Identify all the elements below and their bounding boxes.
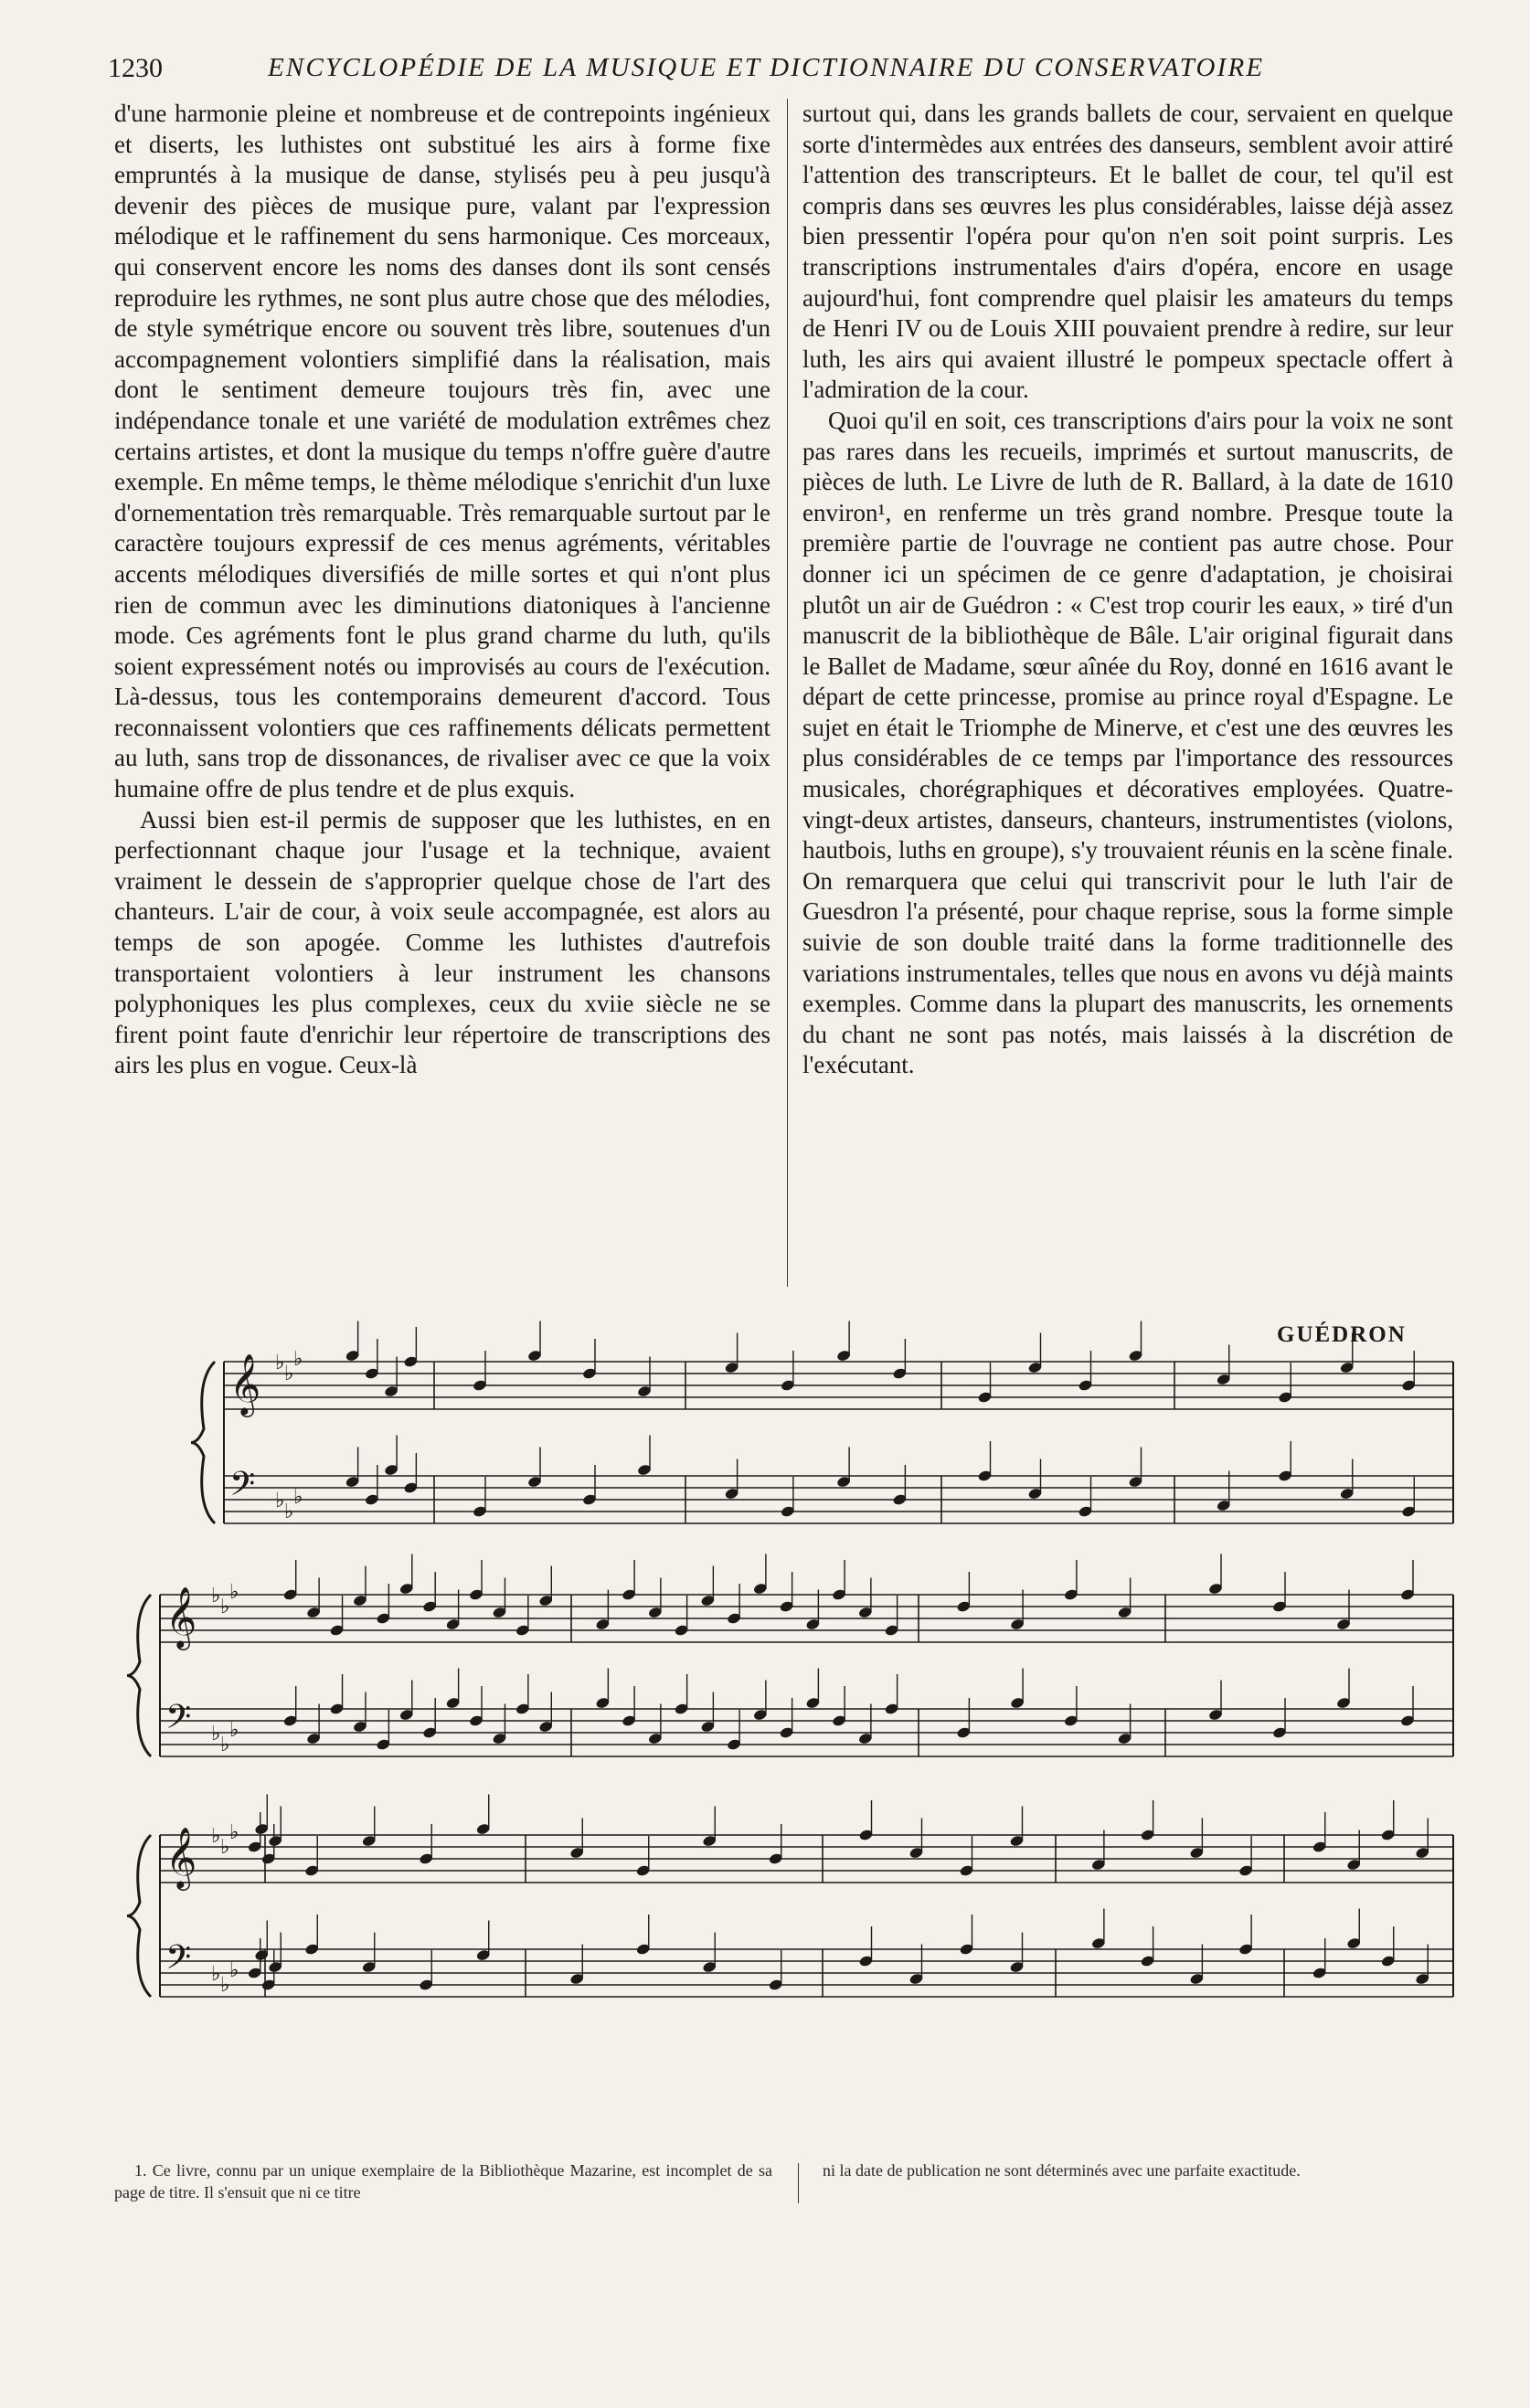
flat-icon: ♭: [211, 1585, 221, 1607]
footnote-1: 1. Ce livre, connu par un unique exemplaire de la Bibliothèque Mazarine, est incomplet de sa page de titre. Il s'ensuit que ni ce titre: [114, 2161, 772, 2201]
treble-clef-icon: 𝄞: [165, 1826, 197, 1888]
flat-icon: ♭: [220, 1596, 230, 1618]
composer-label: GUÉDRON: [1277, 1322, 1407, 1347]
flat-icon: ♭: [211, 1963, 221, 1986]
bass-clef-icon: 𝄢: [165, 1938, 192, 1985]
score-system: [191, 1321, 1453, 1524]
flat-icon: ♭: [229, 1719, 239, 1742]
paragraph: surtout qui, dans les grands ballets de cour, servaient en quelque sorte d'intermèdes aux entrées des danseurs, semblent avoir attiré l'attention des transcripteurs. Et le ballet de cour, tel qu'il est compris dans ses œuvres les plus considérables, laisse déjà assez bien pressentir l'opéra pour qu'on n'en soit point surpris. Les transcriptions instrumentales d'airs d'opéra, encore en usage aujourd'hui, font comprendre quel plaisir les amateurs du temps de Henri IV ou de Louis XIII pouvaient prendre à redire, sur leur luth, les airs qui avaient illustré le pompeux spectacle offert à l'admiration de la cour.: [802, 100, 1453, 404]
flat-icon: ♭: [275, 1490, 285, 1512]
brace: [127, 1835, 151, 1997]
flat-icon: ♭: [220, 1974, 230, 1997]
bass-clef-icon: 𝄢: [165, 1698, 192, 1745]
paragraph: Aussi bien est-il permis de supposer que les luthistes, en en perfectionnant chaque jour l'usage et la technique, avaient vraiment le dessein de s'approprier quelque chose de l'art des chanteurs. L'air de cour, à voix seule accompagnée, est alors au temps de son apogée. Comme les luthistes d'autrefois transportaient volontiers à leur instrument les chansons polyphoniques les plus complexes, ceux du xviie siècle ne se firent point faute d'enrichir leur répertoire de transcriptions des airs les plus en vogue. Ceux-là: [114, 805, 770, 1079]
flat-icon: ♭: [229, 1959, 239, 1982]
flat-icon: ♭: [284, 1501, 294, 1523]
footnote-1-continued: ni la date de publication ne sont déterminés avec une parfaite exactitude.: [823, 2161, 1301, 2180]
score-system: [127, 1795, 1453, 1998]
brace: [191, 1362, 215, 1523]
score-system: [127, 1554, 1453, 1757]
paragraph: d'une harmonie pleine et nombreuse et de contrepoints ingénieux et diserts, les luthistes ont substitué les airs à forme fixe empruntés à la musique de danse, stylisés peu à peu jusqu'à devenir des pièces de musique pure, valant par l'expression mélodique et le raffinement du sens harmonique. Ces morceaux, qui conservent encore les noms des danses dont ils sont censés reproduire les rythmes, ne sont plus autre chose que des mélodies, de style symétrique encore ou souvent très libre, soutenues d'un accompagnement volontiers simplifié dans la réalisation, mais dont le sentiment demeure toujours très fin, avec une indépendance tonale et une variété de modulation extrêmes chez certains artistes, et dont la musique du temps n'offre guère d'autre exemple. En même temps, le thème mélodique s'enrichit d'un luxe d'ornementation très remarquable. Très remarquable surtout par le caractère toujours expressif de ces menus agréments, véritables accents mélodiques diversifiés de mille sortes et qui n'ont plus rien de commun avec les diminutions diatoniques à l'ancienne mode. Ces agréments font le plus grand charme du luth, qu'ils soient expressément notés ou improvisés au cours de l'exécution. Là-dessus, tous les contemporains demeurent d'accord. Tous reconnaissent volontiers que ces raffinements délicats permettent au luth, sans trop de dissonances, de rivaliser avec ce que la voix humaine offre de plus tendre et de plus exquis.: [114, 100, 770, 803]
flat-icon: ♭: [293, 1486, 303, 1509]
brace: [127, 1595, 151, 1756]
flat-icon: ♭: [229, 1821, 239, 1844]
flat-icon: ♭: [293, 1348, 303, 1371]
treble-clef-icon: 𝄞: [165, 1586, 197, 1648]
paragraph: Quoi qu'il en soit, ces transcriptions d'airs pour la voix ne sont pas rares dans les recueils, imprimés et surtout manuscrits, de pièces de luth. Le Livre de luth de R. Ballard, à la date de 1610 environ¹, en renferme un très grand nombre. Presque toute la première partie de l'ouvrage ne contient pas autre chose. Pour donner ici un spécimen de ce genre d'adaptation, je choisirai plutôt un air de Guédron : « C'est trop courir les eaux, » tiré d'un manuscrit de la bibliothèque de Bâle. L'air original figurait dans le Ballet de Madame, sœur aînée du Roy, donné en 1616 avant le départ de cette princesse, promise au prince royal d'Espagne. Le sujet en était le Triomphe de Minerve, et c'est une des œuvres les plus considérables de ce temps par l'importance des ressources musicales, chorégraphiques et décoratives employées. Quatre-vingt-deux artistes, danseurs, chanteurs, instrumentistes (violons, hautbois, luths en groupe), s'y trouvaient réunis en la scène finale. On remarquera que celui qui transcrivit pour le luth l'air de Guesdron l'a présenté, pour chaque reprise, sous la forme simple suivie de son double traité dans la forme traditionnelle des variations instrumentales, telles que nous en avons vu déjà maints exemples. Comme dans la plupart des manuscrits, les ornements du chant ne sont pas notés, mais laissés à la discrétion de l'exécutant.: [802, 406, 1453, 1079]
flat-icon: ♭: [211, 1825, 221, 1848]
flat-icon: ♭: [229, 1581, 239, 1604]
flat-icon: ♭: [220, 1836, 230, 1859]
flat-icon: ♭: [284, 1363, 294, 1385]
bass-clef-icon: 𝄢: [229, 1465, 256, 1512]
page-number: 1230: [108, 53, 163, 83]
footnote-divider: [798, 2163, 799, 2203]
flat-icon: ♭: [220, 1734, 230, 1756]
treble-clef-icon: 𝄞: [229, 1353, 261, 1415]
flat-icon: ♭: [275, 1352, 285, 1374]
flat-icon: ♭: [211, 1723, 221, 1745]
running-title: ENCYCLOPÉDIE DE LA MUSIQUE ET DICTIONNAIRE DU CONSERVATOIRE: [268, 53, 1265, 82]
score-systems: [127, 1321, 1453, 1998]
